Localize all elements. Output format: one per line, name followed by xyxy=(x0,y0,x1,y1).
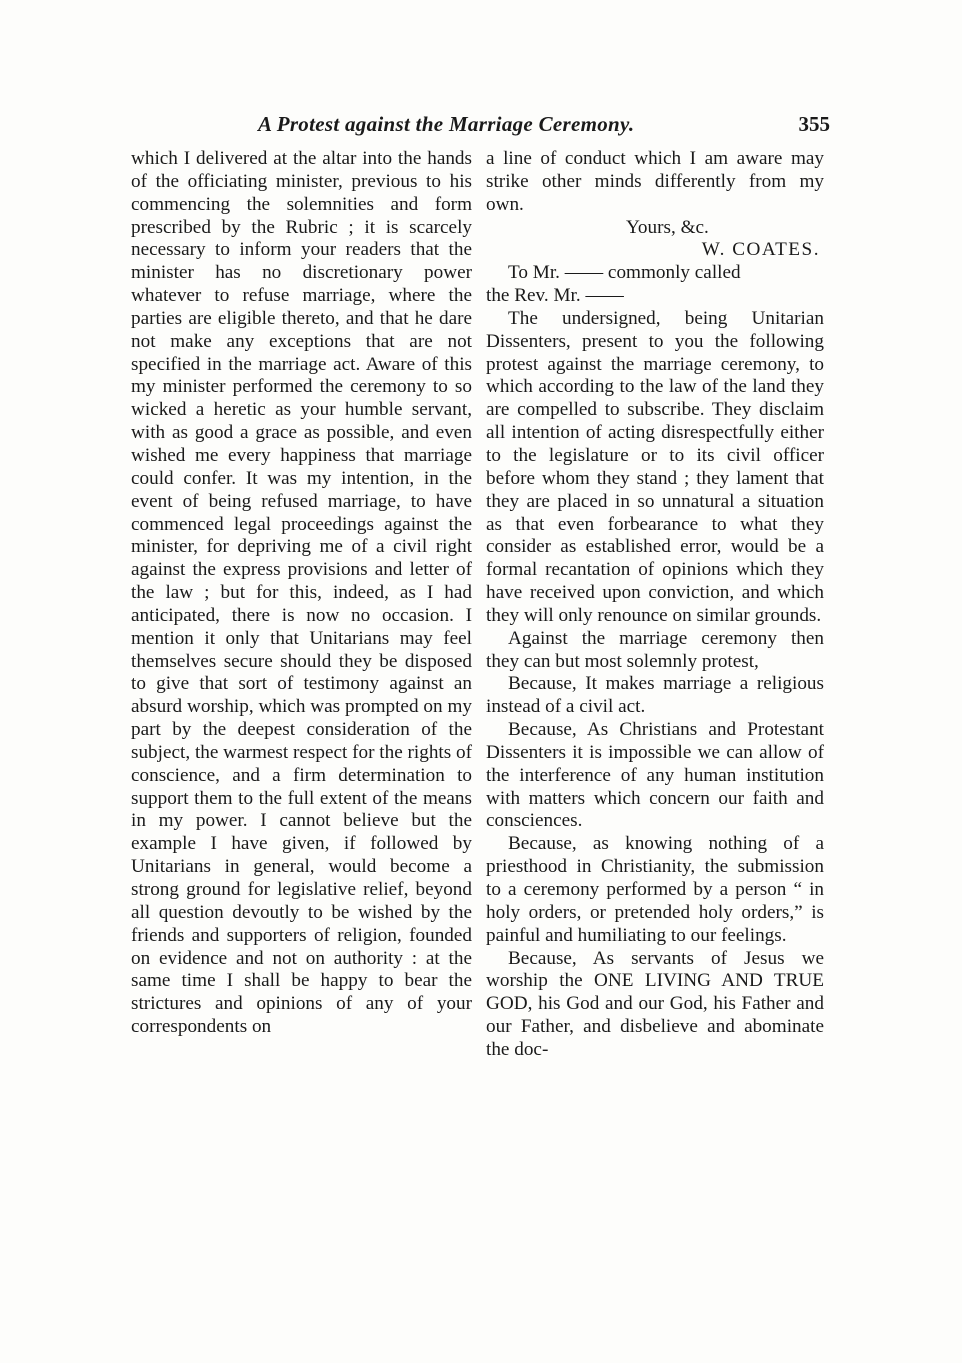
left-column xyxy=(131,148,472,1039)
right-paragraph-5: Because, As Christians and Protestant Dissenters it is impossible we can allow of the interference of any human institution with matters which concern our faith and consciences. xyxy=(486,719,824,832)
right-paragraph-4: Because, It makes marriage a religious instead of a civil act. xyxy=(486,673,824,718)
closing: Yours, &c. xyxy=(626,216,709,238)
page-number: 355 xyxy=(798,112,830,136)
right-paragraph-1: a line of conduct which I am aware may strike other minds differently from my own. xyxy=(486,148,824,215)
signature: W. COATES. xyxy=(701,239,820,261)
right-paragraph-2: The undersigned, being Unitarian Dissenters, present to you the following protest against the marriage ceremony, to which according to the law of the land they are compelled to subscribe. They disclaim all intention of acting disrespectfully either to the legislature or to its civil officer before whom they stand ; they lament that they are placed in so unnatural a situation as that even forbearance to what they consider as established error, would be a formal recantation of opinions which they have received upon conviction, and which they will only renounce on similar grounds. xyxy=(486,307,824,626)
right-paragraph-6: Because, as knowing nothing of a priesthood in Christianity, the submission to a ceremony performed by a person “ in holy orders, or pretended holy orders,” is painful and humiliating to our feelings. xyxy=(486,833,824,946)
running-head xyxy=(130,112,830,142)
right-paragraph-3: Against the marriage ceremony then they can but most solemnly protest, xyxy=(486,627,824,672)
right-paragraph-7: Because, As servants of Jesus we worship the ONE LIVING AND TRUE GOD, his God and our God, his Father and our Father, and disbelieve and abominate the doc- xyxy=(486,947,824,1060)
address-line-2: the Rev. Mr. —— xyxy=(486,285,624,307)
left-paragraph-1: which I delivered at the altar into the hands of the officiating minister, previous to his commencing the solemnities and form prescribed by the Rubric ; it is scarcely necessary to inform your readers that the minister has no discretionary power whatever to refuse marriage, where the parties are eligible thereto, and that he dare not make any exceptions that are not specified in the marriage act. Aware of this my minister performed the ceremony to so wicked a heretic as your humble servant, with as good a grace as possible, and even wished me every happiness that marriage could confer. It was my intention, in the event of being refused marriage, to have commenced legal proceedings against the minister, for depriving me of a civil right against the express provisions and letter of the law ; but for this, indeed, as I had anticipated, there is now no occasion. I mention it only that Unitarians may feel themselves secure should they be disposed to give that sort of testimony against an absurd worship, which was prompted on my part by the deepest consideration of the subject, the warmest respect for the rights of conscience, and a firm determination to support them to the full extent of the means in my power. I cannot believe but the example I have given, if followed by Unitarians in general, would become a strong ground for legislative relief, beyond all question devoutly to be wished by the friends and supporters of religion, founded on evidence and not on authority : at the same time I shall be happy to bear the strictures and opinions of any of your correspondents on xyxy=(131,148,472,1038)
right-column xyxy=(486,148,824,1062)
running-title: A Protest against the Marriage Ceremony. xyxy=(258,112,635,136)
address-line-1: To Mr. —— commonly called xyxy=(508,262,741,284)
